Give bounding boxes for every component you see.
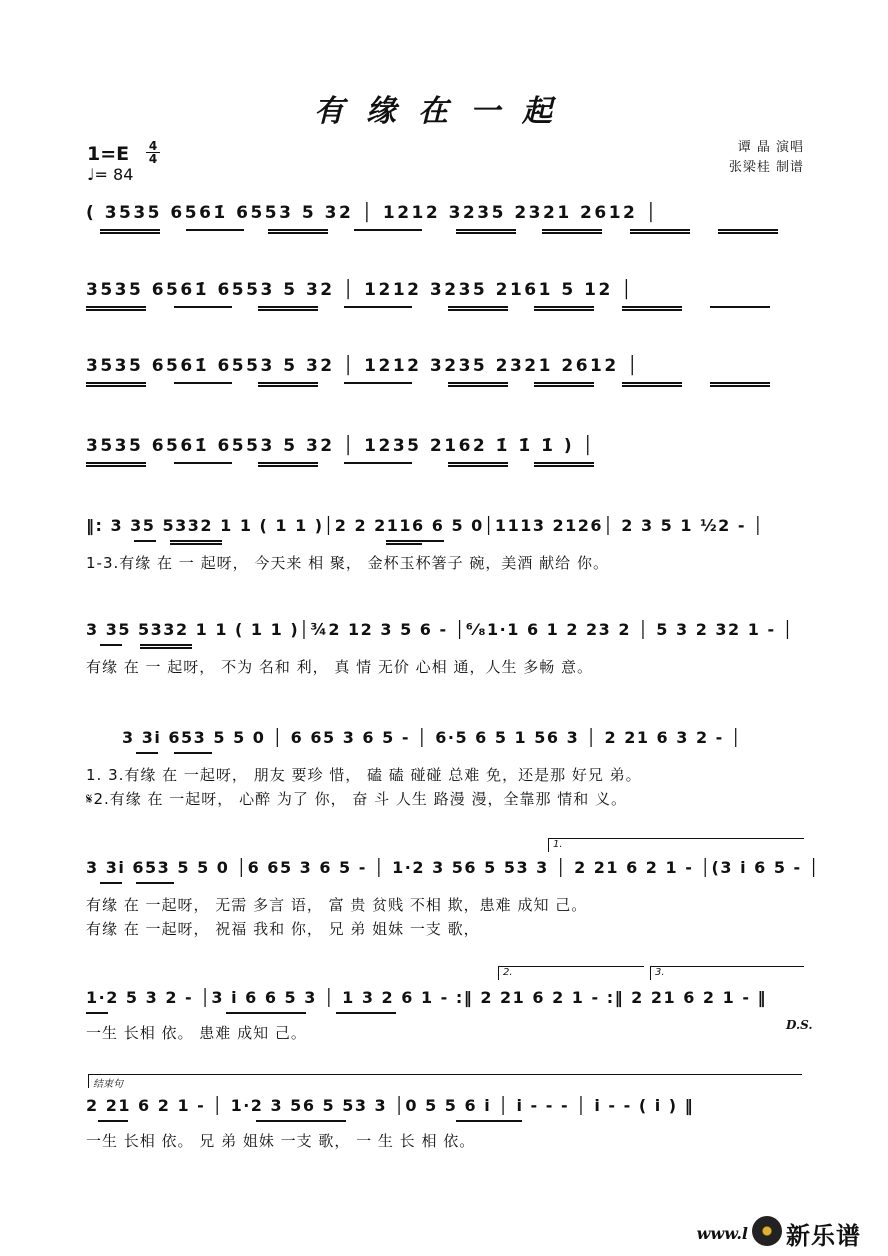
lyric-line-2: 有缘 在 一 起呀， 不为 名和 利， 真 情 无价 心相 通，人生 多畅 意。 bbox=[86, 658, 593, 676]
notes: 3 35 5332 1 1 ( 1 1 )│¾2 12 3 5 6 - │⁶⁄₈1·1 6 1 2 23 2 │ 5 3 2 32 1 - │ bbox=[86, 620, 794, 639]
volta-1: 1. bbox=[548, 838, 804, 852]
notes: ‖: 3 35 5332 1 1 ( 1 1 )│2 2 2116 6 5 0│1113 2126│ 2 3 5 1 ½2 - │ bbox=[86, 516, 765, 535]
volta-3: 3. bbox=[650, 966, 804, 980]
notes: 1·2 5 3 2 - │3 i 6 6 5 3 │ 1 3 2 6 1 - :‖ 2 21 6 2 1 - :‖ 2 21 6 2 1 - ‖ bbox=[86, 988, 768, 1007]
music-line-9 bbox=[86, 988, 806, 1022]
music-line-6 bbox=[86, 620, 806, 654]
music-line-1 bbox=[86, 203, 806, 237]
tempo-mark: ♩= 84 bbox=[87, 165, 134, 184]
notes: 3535 6561̇ 6553 5 32 │ 1212 3235 2161 5 12 │ bbox=[86, 280, 634, 300]
singer-credit: 谭 晶 演唱 bbox=[737, 140, 804, 155]
music-line-8 bbox=[86, 858, 820, 892]
lyric-line-3: 1. 3.有缘 在 一起呀， 朋友 要珍 惜， 磕 磕 碰碰 总难 免，还是那 好兄 弟。 bbox=[86, 766, 642, 784]
music-line-4 bbox=[86, 436, 806, 470]
arranger-credit: 张梁桂 制谱 bbox=[728, 160, 804, 175]
ds-mark: D.S. bbox=[786, 1018, 813, 1032]
music-line-7 bbox=[86, 728, 806, 762]
footer-url: www.l bbox=[696, 1224, 748, 1243]
notes: 2 21 6 2 1 - │ 1·2 3 56 5 53 3 │0 5 5 6 i │ i - - - │ i - - ( i ) ‖ bbox=[86, 1096, 695, 1115]
notes: 3 3i 653 5 5 0 │6 65 3 6 5 - │ 1·2 3 56 5 53 3 │ 2 21 6 2 1 - │(3 i 6 5 - │ bbox=[86, 858, 820, 877]
notes: ( 3535 6561̇ 6553 5 32 │ 1212 3235 2321 2612 │ bbox=[86, 203, 659, 223]
music-line-10 bbox=[86, 1096, 806, 1130]
coda-bracket: 结束句 bbox=[88, 1074, 802, 1088]
notes: 3 3i 653 5 5 0 │ 6 65 3 6 5 - │ 6·5 6 5 1 56 3 │ 2 21 6 3 2 - │ bbox=[122, 728, 742, 747]
notes: 3535 6561̇ 6553 5 32 │ 1235 2162 1̇ 1̇ 1̇ ) │ bbox=[86, 436, 596, 456]
lyric-line-1: 1-3.有缘 在 一 起呀， 今天来 相 聚， 金杯玉杯箸子 碗，美酒 献给 你。 bbox=[86, 554, 609, 572]
music-line-5 bbox=[86, 516, 806, 550]
lyric-line-8: 一生 长相 依。 兄 弟 姐妹 一支 歌， 一 生 长 相 依。 bbox=[86, 1132, 476, 1150]
meter-top: 4 bbox=[148, 139, 158, 153]
lyric-line-4: 𝄋2.有缘 在 一起呀， 心醉 为了 你， 奋 斗 人生 路漫 漫，全靠那 情和 义。 bbox=[86, 790, 627, 808]
song-title: 有缘在一起 bbox=[314, 94, 574, 129]
lyric-line-6: 有缘 在 一起呀， 祝福 我和 你， 兄 弟 姐妹 一支 歌， bbox=[86, 920, 480, 938]
record-logo-icon bbox=[752, 1216, 782, 1246]
key-signature: 1=E bbox=[87, 143, 130, 165]
notes: 3535 6561̇ 6553 5 32 │ 1212 3235 2321 2612 │ bbox=[86, 356, 640, 376]
music-line-3 bbox=[86, 356, 806, 390]
music-line-2 bbox=[86, 280, 806, 314]
lyric-line-5: 有缘 在 一起呀， 无需 多言 语， 富 贵 贫贱 不相 欺，患难 成知 己。 bbox=[86, 896, 588, 914]
brand-logo: 新乐谱 bbox=[786, 1222, 861, 1250]
meter-bottom: 4 bbox=[148, 152, 158, 166]
lyric-line-7: 一生 长相 依。 患难 成知 己。 bbox=[86, 1024, 307, 1042]
time-signature bbox=[146, 140, 160, 165]
volta-2: 2. bbox=[498, 966, 644, 980]
